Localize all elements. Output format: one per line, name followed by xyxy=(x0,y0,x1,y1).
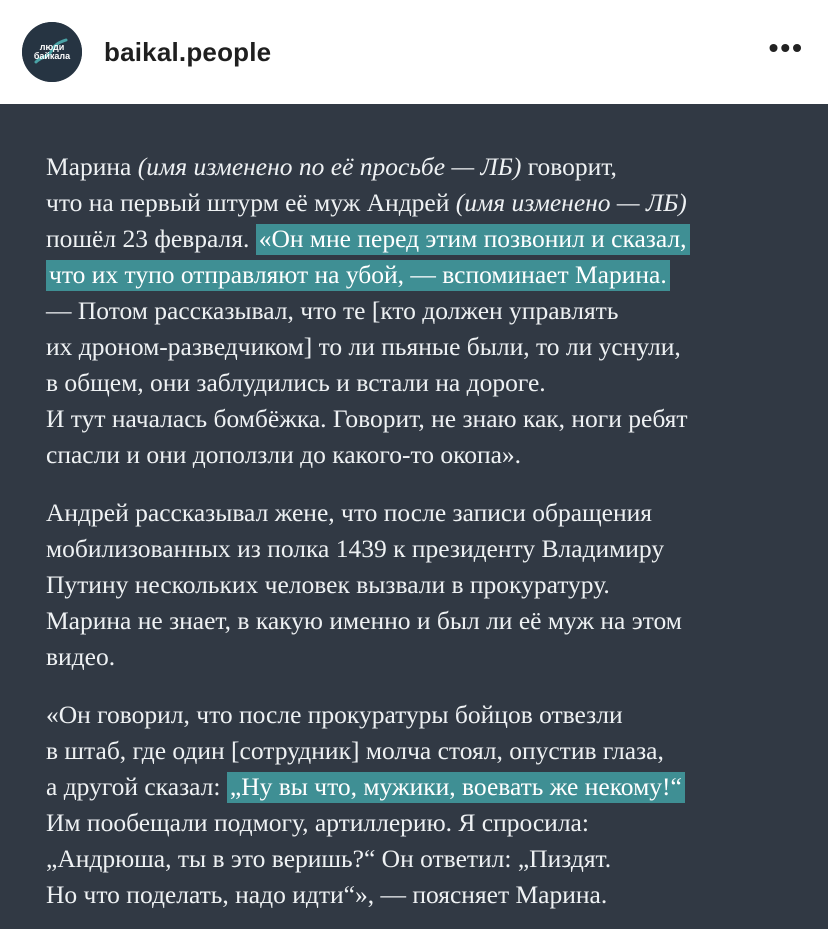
text-line xyxy=(46,805,786,841)
text-line xyxy=(46,531,786,567)
text-line xyxy=(46,329,786,365)
text-line xyxy=(46,769,786,805)
text-segment: спасли и они доползли до какого-то окопа». xyxy=(46,440,522,469)
text-line xyxy=(46,567,786,603)
highlighted-quote: что их тупо отправляют на убой, — вспоминает Марина. xyxy=(46,260,670,291)
post-text xyxy=(46,149,786,935)
text-segment: в штаб, где один [сотрудник] молча стоял, опустив глаза, xyxy=(46,736,664,765)
text-line xyxy=(46,639,786,675)
text-segment: Но что поделать, надо идти“», — поясняет Марина. xyxy=(46,880,608,909)
text-line xyxy=(46,437,786,473)
text-segment: Марина xyxy=(46,152,138,181)
text-segment: в общем, они заблудились и встали на дороге. xyxy=(46,368,546,397)
text-segment: пошёл 23 февраля. xyxy=(46,224,256,253)
text-segment: «Он говорил, что после прокуратуры бойцов отвезли xyxy=(46,700,623,729)
text-line xyxy=(46,495,786,531)
post-image xyxy=(0,104,828,929)
text-segment: Марина не знает, в какую именно и был ли её муж на этом xyxy=(46,606,682,635)
text-segment: а другой сказал: xyxy=(46,772,227,801)
text-segment: Им пообещали подмогу, артиллерию. Я спросила: xyxy=(46,808,589,837)
paragraph xyxy=(46,495,786,675)
text-line xyxy=(46,293,786,329)
text-segment: говорит, xyxy=(521,152,617,181)
text-line xyxy=(46,185,786,221)
italic-note: (имя изменено по её просьбе — ЛБ) xyxy=(137,152,522,181)
highlighted-quote: „Ну вы что, мужики, воевать же некому!“ xyxy=(227,772,685,803)
italic-note: (имя изменено — ЛБ) xyxy=(455,188,687,217)
text-segment: Андрей рассказывал жене, что после записи обращения xyxy=(46,498,652,527)
text-segment: „Андрюша, ты в это веришь?“ Он ответил: „Пиздят. xyxy=(46,844,612,873)
username-link[interactable]: baikal.people xyxy=(104,36,272,67)
text-line xyxy=(46,365,786,401)
paragraph xyxy=(46,697,786,913)
highlighted-quote: «Он мне перед этим позвонил и сказал, xyxy=(256,224,690,255)
text-segment: И тут началась бомбёжка. Говорит, не знаю как, ноги ребят xyxy=(46,404,688,433)
avatar[interactable] xyxy=(22,22,82,82)
post-header xyxy=(0,0,828,104)
paragraph xyxy=(46,149,786,473)
avatar-label: люди байкала xyxy=(33,42,71,61)
text-segment: что на первый штурм её муж Андрей xyxy=(46,188,456,217)
text-line xyxy=(46,257,786,293)
text-line xyxy=(46,221,786,257)
text-segment: их дроном-разведчиком] то ли пьяные были, то ли уснули, xyxy=(46,332,681,361)
text-line xyxy=(46,603,786,639)
text-segment: Путину нескольких человек вызвали в прокуратуру. xyxy=(46,570,610,599)
text-segment: видео. xyxy=(46,642,116,671)
text-line xyxy=(46,401,786,437)
text-line xyxy=(46,877,786,913)
text-line xyxy=(46,149,786,185)
text-line xyxy=(46,697,786,733)
text-line xyxy=(46,841,786,877)
text-segment: — Потом рассказывал, что те [кто должен управлять xyxy=(46,296,619,325)
text-segment: мобилизованных из полка 1439 к президенту Владимиру xyxy=(46,534,665,563)
text-line xyxy=(46,733,786,769)
more-options-icon[interactable]: ••• xyxy=(768,32,804,63)
